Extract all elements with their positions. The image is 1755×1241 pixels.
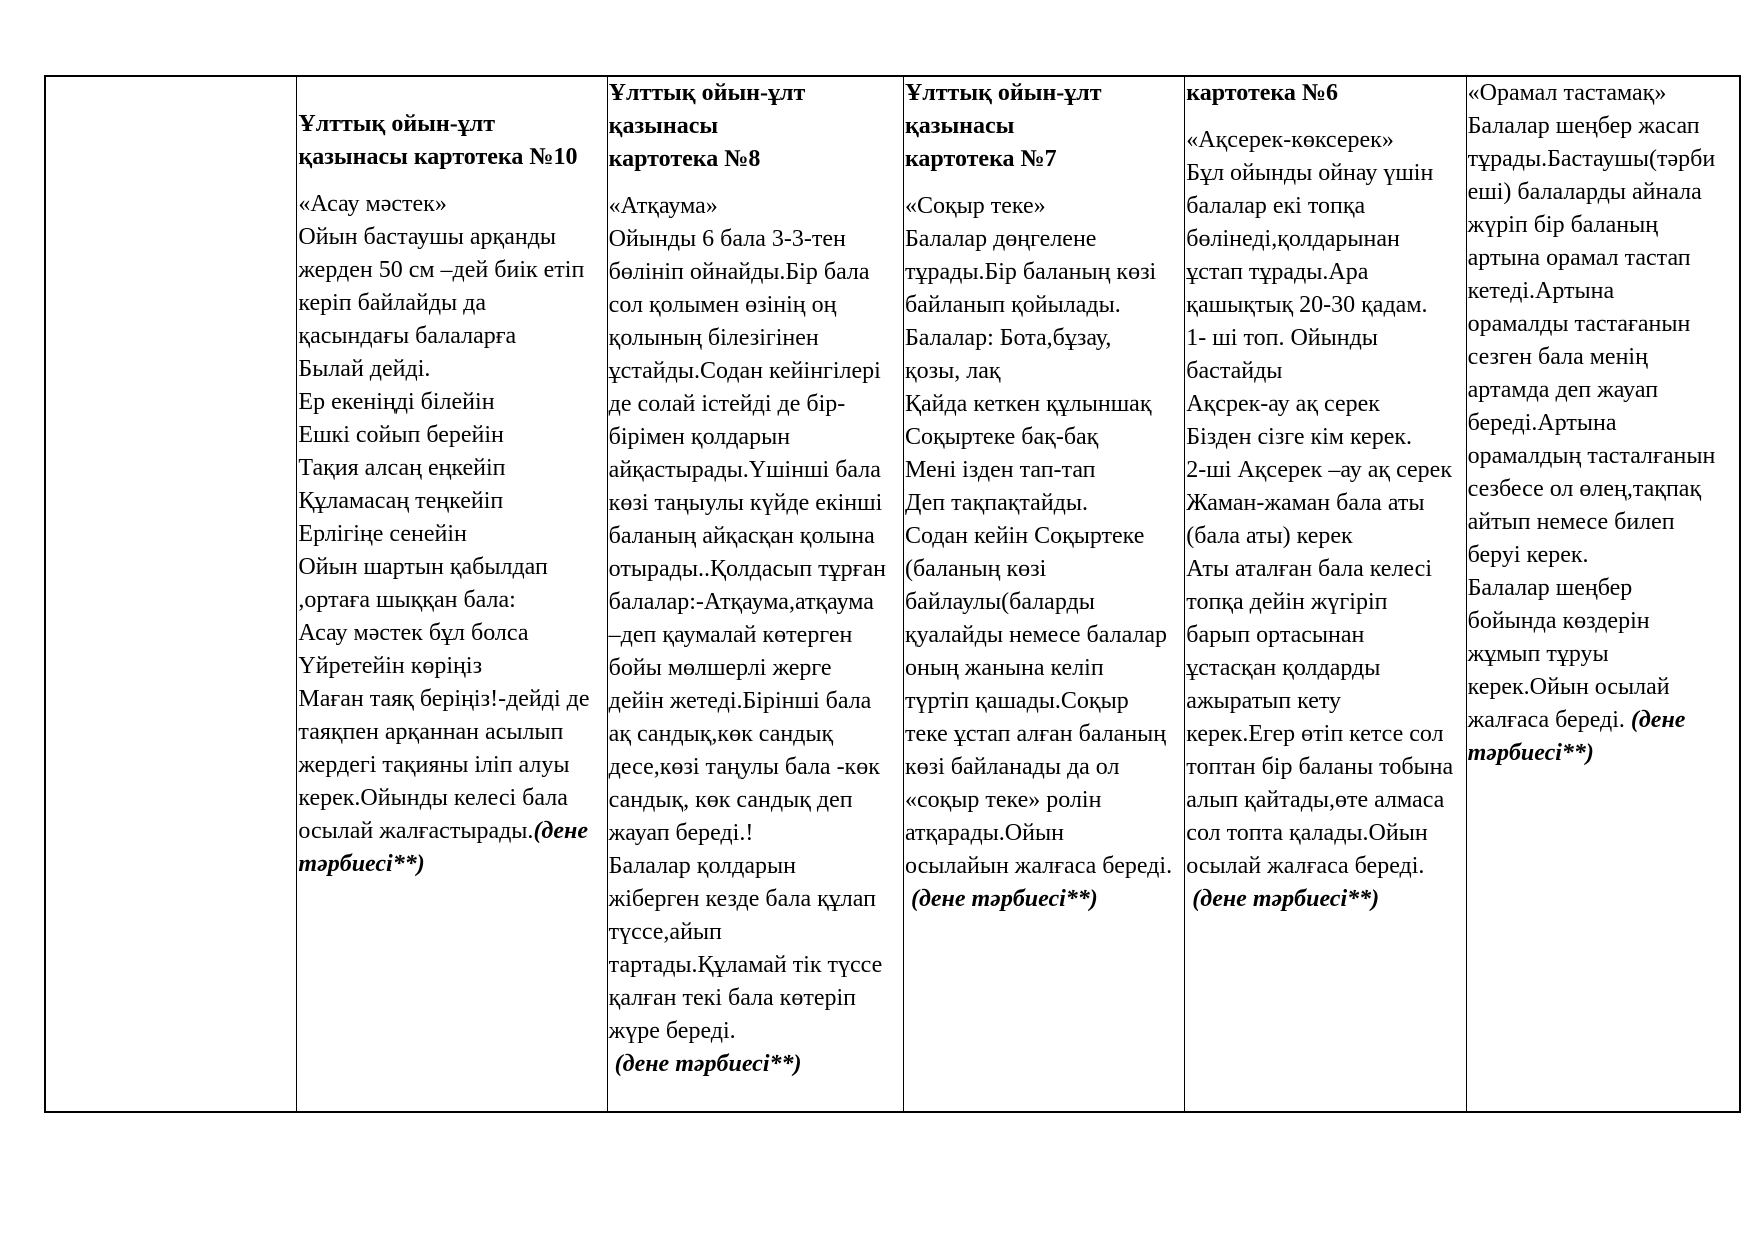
body-line: (баланың көзі bbox=[904, 556, 1047, 582]
body-line: сандық, көк сандық деп bbox=[608, 787, 853, 813]
body-line: балалар екі топқа bbox=[1186, 193, 1366, 219]
heading-line: қазынасы картотека №10 bbox=[298, 144, 578, 170]
body-line: Аты аталған бала келесі bbox=[1186, 556, 1433, 582]
body-line: бөлінеді,қолдарынан bbox=[1186, 226, 1400, 252]
body-line: тұрады.Бастаушы(тәрби bbox=[1467, 146, 1716, 172]
column-atkauma bbox=[607, 77, 903, 1111]
body-line: Балалар дөңгелене bbox=[904, 226, 1097, 252]
body-line: байлаулы(баларды bbox=[904, 589, 1095, 615]
column-sokyr-teke bbox=[903, 77, 1184, 1111]
body-line: ұстап тұрады.Ара bbox=[1186, 259, 1369, 285]
body-line: топтан бір баланы тобына bbox=[1186, 754, 1454, 780]
body-line: кетеді.Артына bbox=[1467, 278, 1615, 304]
body-line: бойында көздерін bbox=[1467, 608, 1650, 634]
body-line: баланың айқасқан қолына bbox=[608, 523, 875, 549]
body-line: көзі таңыулы күйде екінші bbox=[608, 490, 883, 516]
body-line: отырады..Қолдасып тұрған bbox=[608, 556, 886, 582]
body-line: дейін жетеді.Бірінші бала bbox=[608, 688, 872, 714]
body-line: беруі керек. bbox=[1467, 542, 1589, 568]
body-line: сол топта қалады.Ойын bbox=[1186, 820, 1428, 846]
body-line: Бұл ойынды ойнау үшін bbox=[1186, 160, 1434, 186]
body-line: ажыратып кету bbox=[1186, 688, 1342, 714]
body-line: көзі байланады да ол bbox=[904, 754, 1120, 780]
body-line: жүріп бір баланың bbox=[1467, 212, 1659, 238]
body-line: теке ұстап алған баланың bbox=[904, 721, 1167, 747]
body-line: бөлініп ойнайды.Бір бала bbox=[608, 259, 870, 285]
body-line: сол қолымен өзінің оң bbox=[608, 292, 837, 318]
body-line: жердегі тақияны іліп алуы bbox=[298, 752, 570, 778]
body-line: Былай дейді. bbox=[298, 356, 431, 382]
card-body bbox=[298, 188, 606, 881]
body-line: Бізден сізге кім керек. bbox=[1186, 424, 1413, 450]
body-line: Ерлігіңе сенейін bbox=[298, 521, 467, 547]
body-line: алып қайтады,өте алмаса bbox=[1186, 787, 1445, 813]
column-akserek-kokserek bbox=[1184, 77, 1465, 1111]
body-line: «Ақсерек-көксерек» bbox=[1186, 127, 1394, 153]
body-line: –деп қаумалай көтерген bbox=[608, 622, 853, 648]
body-line: Балалар шеңбер жасап bbox=[1467, 113, 1700, 139]
note-inline: (дене bbox=[1630, 707, 1686, 733]
note-inline: (дене bbox=[533, 818, 588, 844]
body-line: қасындағы балаларға bbox=[298, 323, 517, 349]
note-tail: тәрбиесі**) bbox=[298, 851, 425, 877]
card-heading bbox=[609, 77, 903, 176]
body-line: байланып қойылады. bbox=[904, 292, 1121, 318]
body-line: ,ортаға шыққан бала: bbox=[298, 587, 516, 613]
note: (дене тәрбиесі**) bbox=[1186, 886, 1380, 912]
body-line: Ойын шартын қабылдап bbox=[298, 554, 548, 580]
body-line: барып ортасынан bbox=[1186, 622, 1365, 648]
body-line-last bbox=[1468, 704, 1739, 737]
heading-line: картотека №8 bbox=[608, 146, 761, 172]
body-line: қуалайды немесе балалар bbox=[904, 622, 1168, 648]
empty-column bbox=[46, 77, 296, 1111]
body-line: қозы, лақ bbox=[904, 358, 1001, 384]
body-line: тартады.Құламай тік түссе bbox=[608, 952, 883, 978]
body-line: айқастырады.Үшінші бала bbox=[608, 457, 881, 483]
body-line: бойы мөлшерлі жерге bbox=[608, 655, 832, 681]
body-line: керек.Ойын осылай bbox=[1467, 674, 1670, 700]
body-line: береді.Артына bbox=[1467, 410, 1617, 436]
body-line: жерден 50 см –дей биік етіп bbox=[298, 257, 585, 283]
body-line: артына орамал тастап bbox=[1467, 245, 1691, 271]
body-line: «Соқыр теке» bbox=[904, 193, 1046, 219]
body-line: Ақсрек-ау ақ серек bbox=[1186, 391, 1380, 417]
note: (дене тәрбиесі**) bbox=[904, 886, 1098, 912]
body-line: бірімен қолдарын bbox=[608, 424, 791, 450]
card-heading bbox=[905, 77, 1184, 176]
body-line: Тақия алсаң еңкейіп bbox=[298, 455, 506, 481]
body-line: де солай істейді де бір- bbox=[608, 391, 846, 417]
body-line: ұстасқан қолдарды bbox=[1186, 655, 1381, 681]
body-line: Содан кейін Соқыртеке bbox=[904, 523, 1145, 549]
body-line: «Атқаума» bbox=[608, 193, 718, 219]
card-body bbox=[1186, 124, 1465, 916]
body-line: орамалдың тасталғанын bbox=[1467, 443, 1716, 469]
body-line: Асау мәстек бұл болса bbox=[298, 620, 529, 646]
body-line: керек.Ойынды келесі бала bbox=[298, 785, 568, 811]
body-line: топқа дейін жүгіріп bbox=[1186, 589, 1388, 615]
card-heading bbox=[298, 77, 606, 174]
body-line: қалған текі бала көтеріп bbox=[608, 985, 856, 1011]
heading-line: картотека №7 bbox=[904, 146, 1057, 172]
body-line: Деп тақпақтайды. bbox=[904, 490, 1088, 516]
heading-line: Ұлттық ойын-ұлт bbox=[904, 80, 1102, 106]
card-heading bbox=[1186, 77, 1465, 110]
body-line: ұстайды.Содан кейінгілері bbox=[608, 358, 881, 384]
card-body bbox=[1468, 77, 1739, 770]
body-line: қашықтық 20-30 қадам. bbox=[1186, 292, 1428, 318]
body-line: Үйретейін көріңіз bbox=[298, 653, 483, 679]
last-line-text: жалғаса береді. bbox=[1467, 707, 1625, 733]
column-oramal-tastamak bbox=[1466, 77, 1739, 1111]
body-line: Жаман-жаман бала аты bbox=[1186, 490, 1425, 516]
body-line: жауап береді.! bbox=[608, 820, 754, 846]
body-line: Балалар шеңбер bbox=[1467, 575, 1633, 601]
heading-line: Ұлттық ойын-ұлт bbox=[298, 111, 495, 137]
body-line: орамалды тастағанын bbox=[1467, 311, 1691, 337]
body-line: артамда деп жауап bbox=[1467, 377, 1659, 403]
body-line: ақ сандық,көк сандық bbox=[608, 721, 834, 747]
body-line: еші) балаларды айнала bbox=[1467, 179, 1702, 205]
body-line: таяқпен арқаннан асылып bbox=[298, 719, 564, 745]
heading-line: Ұлттық ойын-ұлт bbox=[608, 80, 806, 106]
body-line: атқарады.Ойын bbox=[904, 820, 1064, 846]
body-line: Мені ізден тап-тап bbox=[904, 457, 1096, 483]
body-line: керіп байлайды да bbox=[298, 290, 487, 316]
heading-line: қазынасы bbox=[608, 113, 719, 139]
body-line: «соқыр теке» ролін bbox=[904, 787, 1102, 813]
heading-line: қазынасы bbox=[904, 113, 1015, 139]
body-line: Ешкі сойып берейін bbox=[298, 422, 504, 448]
body-line: жүре береді. bbox=[608, 1018, 736, 1044]
body-line: керек.Егер өтіп кетсе сол bbox=[1186, 721, 1444, 747]
body-line-last bbox=[298, 815, 606, 848]
note: (дене тәрбиесі**) bbox=[608, 1051, 802, 1077]
body-line: Ойын бастаушы арқанды bbox=[298, 224, 557, 250]
body-line: бастайды bbox=[1186, 358, 1283, 384]
body-line: «Асау мәстек» bbox=[298, 191, 447, 217]
body-line: Қайда кеткен құлыншақ bbox=[904, 391, 1152, 417]
body-line: «Орамал тастамақ» bbox=[1467, 80, 1667, 106]
body-line: (бала аты) керек bbox=[1186, 523, 1353, 549]
body-line: осылай жалғаса береді. bbox=[1186, 853, 1425, 879]
body-line: 1- ші топ. Ойынды bbox=[1186, 325, 1378, 351]
last-line-text: осылай жалғастырады. bbox=[298, 818, 534, 844]
body-line: жіберген кезде бала құлап bbox=[608, 886, 876, 912]
card-body bbox=[609, 190, 903, 1081]
body-line: қолының білезігінен bbox=[608, 325, 819, 351]
body-line: түссе,айып bbox=[608, 919, 722, 945]
body-line: сезген бала менің bbox=[1467, 344, 1648, 370]
body-line: сезбесе ол өлең,тақпақ bbox=[1467, 476, 1702, 502]
card-body bbox=[905, 190, 1184, 916]
body-line: Маған таяқ беріңіз!-дейді де bbox=[298, 686, 590, 712]
body-line: түртіп қашады.Соқыр bbox=[904, 688, 1129, 714]
body-line: десе,көзі таңулы бала -көк bbox=[608, 754, 880, 780]
body-line: Құламасаң теңкейіп bbox=[298, 488, 504, 514]
body-line: жұмып тұруы bbox=[1467, 641, 1609, 667]
body-line: Соқыртеке бақ-бақ bbox=[904, 424, 1099, 450]
note-tail: тәрбиесі**) bbox=[1467, 740, 1594, 766]
heading-line: картотека №6 bbox=[1186, 80, 1338, 106]
body-line: Ойынды 6 бала 3-3-тен bbox=[608, 226, 846, 252]
body-line: оның жанына келіп bbox=[904, 655, 1104, 681]
body-line: тұрады.Бір баланың көзі bbox=[904, 259, 1157, 285]
body-line: Балалар: Бота,бұзау, bbox=[904, 325, 1112, 351]
body-line: балалар:-Атқаума,атқаума bbox=[608, 589, 874, 615]
body-line: осылайын жалғаса береді. bbox=[904, 853, 1173, 879]
body-line: 2-ші Ақсерек –ау ақ серек bbox=[1186, 457, 1452, 483]
body-line: айтып немесе билеп bbox=[1467, 509, 1675, 535]
column-asau-mastek bbox=[296, 77, 606, 1111]
body-line: Балалар қолдарын bbox=[608, 853, 796, 879]
body-line: Ер екеніңді білейін bbox=[298, 389, 495, 415]
game-cards-table bbox=[44, 75, 1741, 1113]
